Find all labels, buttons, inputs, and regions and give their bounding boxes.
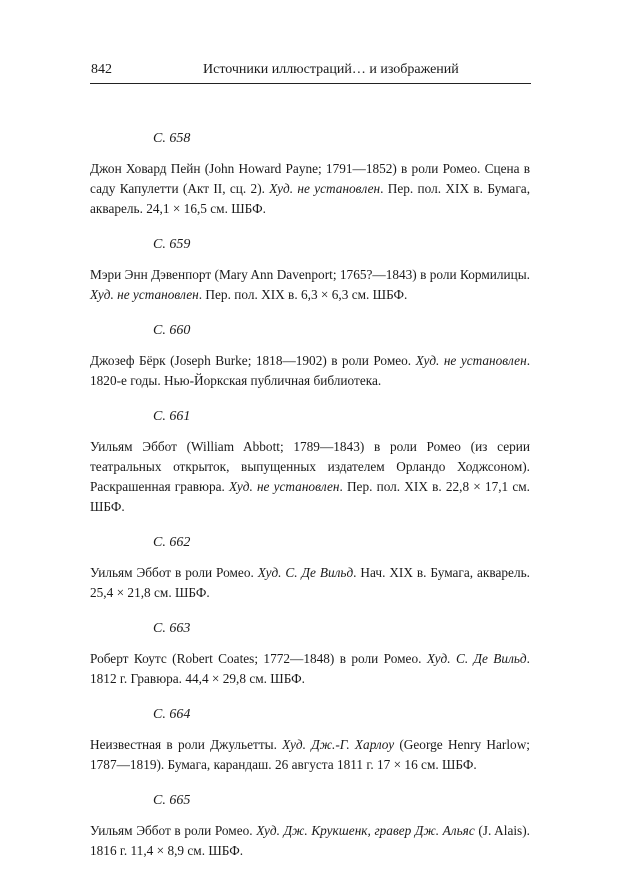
entry-description	[90, 265, 530, 305]
entry-page-label: С. 664	[153, 707, 191, 722]
entry-description	[90, 563, 530, 603]
entries-list	[90, 130, 530, 878]
entry	[90, 792, 530, 861]
description-text: Уильям Эббот (William Abbott; 1789—1843) в роли Ромео (из серии театральных открыток, выпущенных издателем Орландо Ходжсоном). Раскрашенная гравюра.	[90, 439, 530, 494]
entry	[90, 236, 530, 305]
entry-page-label: С. 665	[153, 793, 191, 808]
artist-credit: Худ. С. Де Вильд	[257, 565, 354, 580]
header-rule	[90, 83, 531, 84]
entry	[90, 130, 530, 219]
page-number: 842	[91, 62, 112, 77]
artist-credit: Худ. не установлен	[90, 287, 199, 302]
description-text: . Пер. пол. XIX в. Бумага, акварель. 24,1 × 16,5 см. ШБФ.	[90, 181, 531, 216]
description-text: (J. Alais). 1816 г. 11,4 × 8,9 см. ШБФ.	[90, 823, 530, 858]
entry	[90, 322, 530, 391]
artist-credit: Худ. Дж. Крукшенк, гравер Дж. Альяс	[256, 823, 475, 838]
description-text: . Нач. XIX в. Бумага, акварель. 25,4 × 21,8 см. ШБФ.	[90, 565, 530, 600]
artist-credit: Худ. С. Де Вильд	[426, 651, 527, 666]
description-text: . Пер. пол. XIX в. 22,8 × 17,1 см. ШБФ.	[90, 479, 531, 514]
description-text: . Пер. пол. XIX в. 6,3 × 6,3 см. ШБФ.	[198, 287, 408, 302]
description-text: Уильям Эббот в роли Ромео.	[90, 565, 258, 580]
entry-page-label: С. 658	[153, 131, 191, 146]
artist-credit: Худ. не установлен	[415, 353, 527, 368]
description-text: Уильям Эббот в роли Ромео.	[90, 823, 257, 838]
description-text: . 1820-е годы. Нью-Йоркская публичная библиотека.	[90, 353, 531, 388]
entry-page-label: С. 662	[153, 535, 191, 550]
entry-page-label: С. 663	[153, 621, 191, 636]
entry-description	[90, 735, 530, 775]
entry-page-label: С. 660	[153, 323, 191, 338]
entry	[90, 706, 530, 775]
description-text: Джозеф Бёрк (Joseph Burke; 1818—1902) в роли Ромео.	[90, 353, 416, 368]
entry-description	[90, 821, 530, 861]
description-text: Роберт Коутс (Robert Coates; 1772—1848) в роли Ромео.	[90, 651, 427, 666]
description-text: Мэри Энн Дэвенпорт (Mary Ann Davenport; 1765?—1843) в роли Кормилицы.	[90, 267, 530, 282]
description-text: . 1812 г. Гравюра. 44,4 × 29,8 см. ШБФ.	[90, 651, 530, 686]
artist-credit: Худ. не установлен	[229, 479, 340, 494]
running-title: Источники иллюстраций… и изображений	[203, 62, 459, 77]
artist-credit: Худ. Дж.-Г. Харлоу	[282, 737, 395, 752]
entry-page-label: С. 659	[153, 237, 191, 252]
entry-description	[90, 351, 530, 391]
description-text: (George Henry Harlow; 1787—1819). Бумага, карандаш. 26 августа 1811 г. 17 × 16 см. ШБФ.	[90, 737, 531, 772]
entry-description	[90, 159, 530, 219]
description-text: Неизвестная в роли Джульетты.	[90, 737, 283, 752]
artist-credit: Худ. не установлен	[269, 181, 381, 196]
entry-description	[90, 437, 530, 517]
entry-page-label: С. 661	[153, 409, 191, 424]
entry	[90, 620, 530, 689]
entry-description	[90, 649, 530, 689]
entry	[90, 408, 530, 517]
entry	[90, 534, 530, 603]
description-text: Джон Ховард Пейн (John Howard Payne; 1791—1852) в роли Ромео. Сцена в саду Капулетти (Акт II, сц. 2).	[90, 161, 530, 196]
